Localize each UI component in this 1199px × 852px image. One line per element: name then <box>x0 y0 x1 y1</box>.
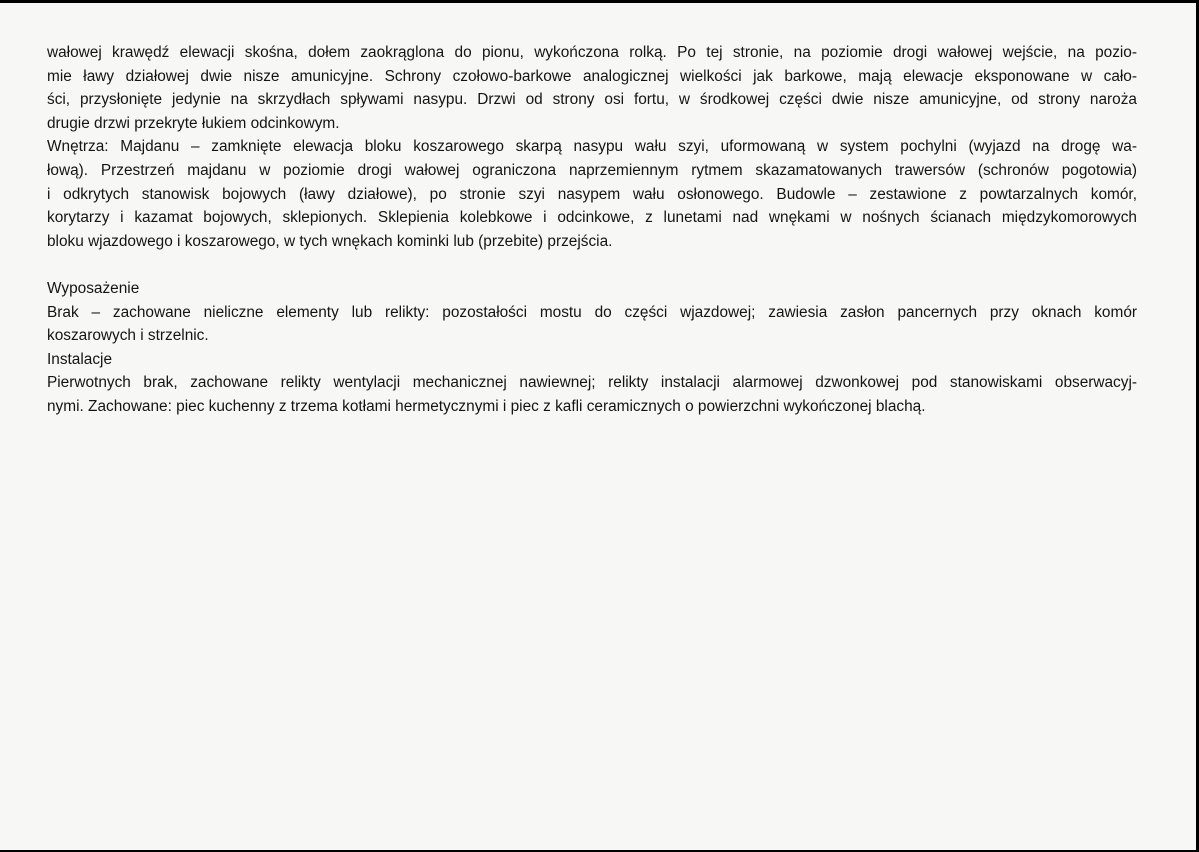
text-line: Wnętrza: Majdanu – zamknięte elewacja bloku koszarowego skarpą nasypu wału szyi, uformowaną w system pochylni (wyjazd na drogę wa- <box>47 138 1137 156</box>
text-line: korytarzy i kazamat bojowych, sklepionych. Sklepienia kolebkowe i odcinkowe, z lunetami nad wnękami w nośnych ścianach międzykomorowych <box>47 209 1137 227</box>
text-line: i odkrytych stanowisk bojowych (ławy działowe), po stronie szyi nasypem wału osłonowego. Budowle – zestawione z powtarzalnych komór, <box>47 185 1137 203</box>
text-line: koszarowych i strzelnic. <box>47 327 209 345</box>
text-line: drugie drzwi przekryte łukiem odcinkowym. <box>47 114 340 132</box>
text-line: Pierwotnych brak, zachowane relikty wentylacji mechanicznej nawiewnej; relikty instalacji alarmowej dzwonkowej pod stanowiskami obserwacyj- <box>47 374 1137 392</box>
section-heading-wyposazenie: Wyposażenie <box>47 279 140 297</box>
text-line: mie ławy działowej dwie nisze amunicyjne. Schrony czołowo-barkowe analogicznej wielkości jak barkowe, mają elewacje eksponowane w cało- <box>47 67 1137 85</box>
body-text <box>47 41 1137 419</box>
paragraph-gap <box>47 253 1137 277</box>
text-line: łową). Przestrzeń majdanu w poziomie drogi wałowej ograniczona naprzemiennym rytmem skazamatowanych trawersów (schronów pogotowia) <box>47 161 1137 179</box>
document-page <box>0 3 1196 850</box>
text-line: bloku wjazdowego i koszarowego, w tych wnękach kominki lub (przebite) przejścia. <box>47 232 613 250</box>
text-line: Brak – zachowane nieliczne elementy lub relikty: pozostałości mostu do części wjazdowej; zawiesia zasłon pancernych przy oknach komór <box>47 303 1137 321</box>
text-line: ści, przysłonięte jedynie na skrzydłach spływami nasypu. Drzwi od strony osi fortu, w środkowej części dwie nisze amunicyjne, od strony naroża <box>47 91 1137 109</box>
section-heading-instalacje: Instalacje <box>47 350 113 368</box>
text-line: wałowej krawędź elewacji skośna, dołem zaokrąglona do pionu, wykończona rolką. Po tej stronie, na poziomie drogi wałowej wejście, na pozio- <box>47 44 1137 61</box>
text-line: nymi. Zachowane: piec kuchenny z trzema kotłami hermetycznymi i piec z kafli ceramicznych o powierzchni wykończonej blachą. <box>47 397 926 415</box>
